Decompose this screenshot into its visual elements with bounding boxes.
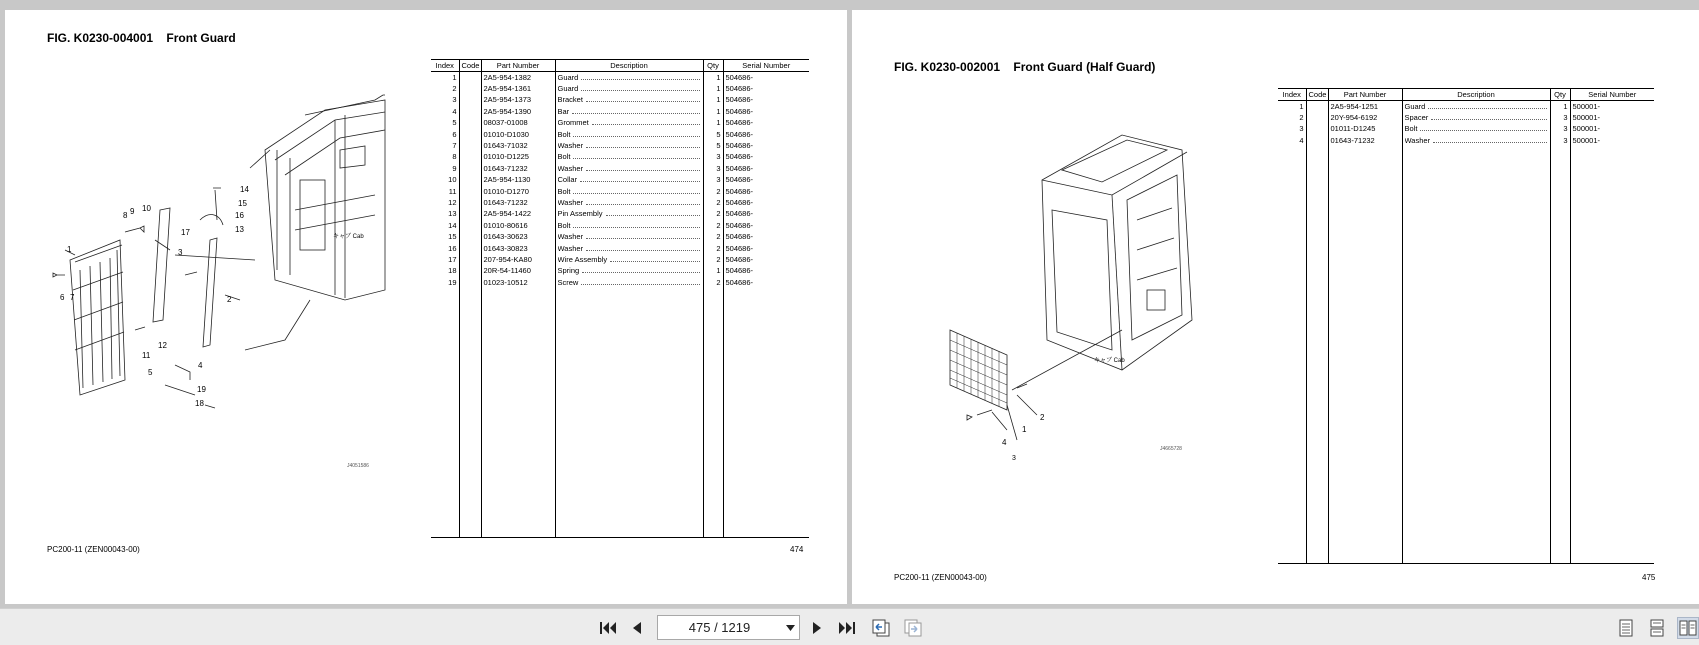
code-cell [1306, 135, 1328, 146]
index-cell: 14 [448, 220, 457, 230]
table-filler-row [1278, 146, 1654, 563]
parts-table [431, 59, 809, 538]
svg-text:15: 15 [238, 199, 247, 208]
index-cell: 11 [448, 186, 457, 196]
serial-number-cell: 504686- [723, 277, 809, 288]
page-title: FIG. K0230-004001 Front Guard [47, 31, 236, 45]
qty-cell: 3 [703, 163, 723, 174]
code-cell [459, 94, 481, 105]
table-row [431, 94, 809, 105]
description-cell [1402, 101, 1550, 112]
description-cell [555, 128, 703, 139]
index-cell: 10 [448, 175, 457, 185]
code-cell [459, 174, 481, 185]
description-text: Spacer [1404, 113, 1429, 123]
code-cell [1306, 123, 1328, 134]
prev-page-icon [630, 620, 644, 636]
back-view-icon [870, 618, 892, 638]
index-cell: 16 [448, 243, 457, 253]
table-row [1278, 101, 1654, 112]
leader-dots [573, 227, 699, 228]
svg-text:17: 17 [181, 228, 190, 237]
two-page-view-button[interactable] [1677, 617, 1699, 639]
part-number-cell: 20R-54-11460 [481, 265, 555, 276]
serial-number-cell: 504686- [723, 163, 809, 174]
qty-cell: 2 [703, 208, 723, 219]
description-text: Guard [557, 84, 579, 94]
svg-text:11: 11 [142, 351, 151, 360]
description-text: Bolt [557, 152, 571, 162]
description-text: Bracket [557, 95, 583, 105]
description-text: Collar [557, 175, 578, 185]
description-cell [1402, 135, 1550, 146]
column-header-description: Description [1402, 89, 1550, 101]
qty-cell: 2 [703, 185, 723, 196]
exploded-diagram [932, 120, 1272, 460]
serial-number-cell: 504686- [723, 220, 809, 231]
empty-cell [1328, 146, 1402, 563]
code-cell [459, 242, 481, 253]
description-text: Spring [557, 266, 580, 276]
qty-cell: 3 [703, 151, 723, 162]
table-row [431, 265, 809, 276]
part-number-cell: 01010-D1270 [481, 185, 555, 196]
code-cell [459, 151, 481, 162]
part-number-cell: 2A5-954-1130 [481, 174, 555, 185]
empty-cell [1570, 146, 1654, 563]
description-text: Guard [1404, 101, 1426, 111]
footer-page-number: 475 [1642, 573, 1656, 582]
description-cell [555, 277, 703, 288]
code-cell [459, 83, 481, 94]
description-cell [555, 208, 703, 219]
index-cell: 1 [1299, 101, 1304, 111]
description-text: Washer [557, 163, 584, 173]
code-cell [459, 72, 481, 83]
description-cell [555, 185, 703, 196]
part-number-cell: 01643-30623 [481, 231, 555, 242]
continuous-view-icon [1649, 619, 1665, 637]
page-number-input[interactable] [657, 615, 800, 640]
exploded-diagram [45, 90, 415, 470]
description-cell [555, 231, 703, 242]
description-text: Grommet [557, 118, 589, 128]
part-number-cell: 2A5-954-1422 [481, 208, 555, 219]
qty-cell: 3 [1550, 123, 1570, 134]
description-cell [1402, 123, 1550, 134]
index-cell: 8 [452, 152, 457, 162]
description-text: Washer [557, 232, 584, 242]
part-number-cell: 01023-10512 [481, 277, 555, 288]
description-text: Bar [557, 106, 570, 116]
leader-dots [586, 250, 699, 251]
table-row [1278, 123, 1654, 134]
serial-number-cell: 504686- [723, 140, 809, 151]
single-page-view-button[interactable] [1615, 617, 1637, 639]
svg-text:16: 16 [235, 211, 244, 220]
leader-dots [1420, 130, 1546, 131]
index-cell: 1 [452, 72, 457, 82]
part-number-cell: 01643-30823 [481, 242, 555, 253]
serial-number-cell: 504686- [723, 94, 809, 105]
svg-text:9: 9 [130, 207, 135, 216]
code-cell [459, 197, 481, 208]
next-page-button[interactable] [806, 617, 828, 639]
empty-cell [703, 288, 723, 538]
table-row [431, 72, 809, 83]
part-number-cell: 2A5-954-1361 [481, 83, 555, 94]
serial-number-cell: 504686- [723, 208, 809, 219]
last-page-button[interactable] [836, 617, 858, 639]
table-row [431, 254, 809, 265]
column-header-code: Code [459, 60, 481, 72]
cab-label: キャブ Cab [1094, 358, 1125, 364]
description-cell [555, 140, 703, 151]
svg-text:1: 1 [67, 245, 72, 254]
column-header-part-number: Part Number [1328, 89, 1402, 101]
empty-cell [459, 288, 481, 538]
column-header-index: Index [1278, 89, 1306, 101]
description-cell [555, 254, 703, 265]
serial-number-cell: 504686- [723, 185, 809, 196]
empty-cell [1306, 146, 1328, 563]
leader-dots [586, 147, 699, 148]
column-header-serial-number: Serial Number [723, 60, 809, 72]
svg-text:19: 19 [197, 385, 206, 394]
description-text: Pin Assembly [557, 209, 603, 219]
svg-text:3: 3 [178, 248, 183, 257]
continuous-view-button[interactable] [1646, 617, 1668, 639]
description-text: Washer [557, 197, 584, 207]
first-page-icon [599, 620, 617, 636]
part-number-cell: 01010-80616 [481, 220, 555, 231]
svg-text:13: 13 [235, 225, 244, 234]
svg-text:18: 18 [195, 399, 204, 408]
code-cell [459, 163, 481, 174]
svg-text:2: 2 [227, 295, 232, 304]
empty-cell [1278, 146, 1306, 563]
table-header-row [1278, 89, 1654, 101]
serial-number-cell: 504686- [723, 128, 809, 139]
description-text: Guard [557, 72, 579, 82]
back-view-button[interactable] [870, 617, 892, 639]
table-row [431, 151, 809, 162]
svg-text:10: 10 [142, 204, 151, 213]
code-cell [459, 220, 481, 231]
description-cell [555, 163, 703, 174]
part-number-cell: 08037-01008 [481, 117, 555, 128]
description-cell [555, 242, 703, 253]
part-number-cell: 20Y-954-6192 [1328, 112, 1402, 123]
leader-dots [586, 170, 699, 171]
index-cell: 3 [1299, 124, 1304, 134]
qty-cell: 2 [703, 277, 723, 288]
description-cell [555, 94, 703, 105]
table-row [1278, 135, 1654, 146]
leader-dots [580, 181, 699, 182]
svg-text:4: 4 [198, 361, 203, 370]
index-cell: 4 [1299, 135, 1304, 145]
description-text: Bolt [1404, 124, 1418, 134]
column-header-code: Code [1306, 89, 1328, 101]
description-text: Wire Assembly [557, 254, 608, 264]
column-header-qty: Qty [703, 60, 723, 72]
part-number-cell: 2A5-954-1251 [1328, 101, 1402, 112]
qty-cell: 1 [703, 83, 723, 94]
qty-cell: 1 [703, 94, 723, 105]
svg-text:2: 2 [1040, 413, 1045, 422]
leader-dots [606, 215, 700, 216]
column-header-index: Index [431, 60, 459, 72]
empty-cell [723, 288, 809, 538]
leader-dots [586, 101, 700, 102]
index-cell: 15 [448, 232, 457, 242]
leader-dots [582, 272, 699, 273]
qty-cell: 5 [703, 140, 723, 151]
description-cell [555, 83, 703, 94]
table-row [431, 220, 809, 231]
table-row [431, 83, 809, 94]
index-cell: 4 [452, 106, 457, 116]
description-text: Screw [557, 277, 579, 287]
description-text: Washer [557, 243, 584, 253]
serial-number-cell: 504686- [723, 83, 809, 94]
description-text: Bolt [557, 186, 571, 196]
table-row [431, 185, 809, 196]
svg-text:12: 12 [158, 341, 167, 350]
leader-dots [1431, 119, 1546, 120]
page-indicator: 475 / 1219 [688, 620, 751, 635]
serial-number-cell: 504686- [723, 174, 809, 185]
table-row [431, 117, 809, 128]
index-cell: 13 [448, 209, 457, 219]
leader-dots [581, 79, 699, 80]
code-cell [1306, 101, 1328, 112]
qty-cell: 1 [703, 117, 723, 128]
column-header-serial-number: Serial Number [1570, 89, 1654, 101]
index-cell: 3 [452, 95, 457, 105]
footer-page-number: 474 [790, 545, 804, 554]
leader-dots [581, 284, 699, 285]
table-row [431, 174, 809, 185]
serial-number-cell: 500001- [1570, 123, 1654, 134]
index-cell: 18 [448, 266, 457, 276]
part-number-cell: 207-954-KA80 [481, 254, 555, 265]
last-page-icon [838, 620, 856, 636]
drawing-code: J4665728 [1160, 446, 1182, 452]
part-number-cell: 2A5-954-1390 [481, 106, 555, 117]
cab-label: キャブ Cab [333, 234, 364, 240]
code-cell [459, 231, 481, 242]
part-number-cell: 01010-D1225 [481, 151, 555, 162]
code-cell [459, 185, 481, 196]
serial-number-cell: 504686- [723, 242, 809, 253]
qty-cell: 5 [703, 128, 723, 139]
index-cell: 5 [452, 118, 457, 128]
svg-text:1: 1 [1022, 425, 1027, 434]
part-number-cell: 2A5-954-1373 [481, 94, 555, 105]
serial-number-cell: 500001- [1570, 135, 1654, 146]
leader-dots [1428, 108, 1546, 109]
table-header-row [431, 60, 809, 72]
description-text: Washer [1404, 135, 1431, 145]
table-row [431, 140, 809, 151]
serial-number-cell: 504686- [723, 106, 809, 117]
leader-dots [573, 136, 699, 137]
index-cell: 9 [452, 163, 457, 173]
serial-number-cell: 504686- [723, 117, 809, 128]
part-number-cell: 01011-D1245 [1328, 123, 1402, 134]
code-cell [459, 128, 481, 139]
svg-text:7: 7 [70, 293, 75, 302]
leader-dots [573, 158, 699, 159]
forward-view-icon [902, 618, 924, 638]
empty-cell [481, 288, 555, 538]
qty-cell: 1 [1550, 101, 1570, 112]
index-cell: 17 [448, 254, 457, 264]
code-cell [459, 208, 481, 219]
footer-model: PC200-11 (ZEN00043-00) [894, 573, 987, 582]
description-cell [555, 117, 703, 128]
code-cell [459, 265, 481, 276]
description-text: Bolt [557, 220, 571, 230]
leader-dots [592, 124, 700, 125]
index-cell: 12 [448, 197, 457, 207]
column-header-part-number: Part Number [481, 60, 555, 72]
index-cell: 19 [448, 277, 457, 287]
description-cell [1402, 112, 1550, 123]
code-cell [459, 254, 481, 265]
description-cell [555, 72, 703, 83]
qty-cell: 1 [703, 72, 723, 83]
table-row [431, 242, 809, 253]
table-row [431, 231, 809, 242]
index-cell: 2 [452, 84, 457, 94]
leader-dots [581, 90, 699, 91]
serial-number-cell: 504686- [723, 72, 809, 83]
column-header-description: Description [555, 60, 703, 72]
leader-dots [1433, 142, 1546, 143]
qty-cell: 2 [703, 220, 723, 231]
qty-cell: 2 [703, 197, 723, 208]
svg-text:4: 4 [1002, 438, 1007, 447]
svg-text:3: 3 [1012, 455, 1016, 460]
page-title: FIG. K0230-002001 Front Guard (Half Guard) [894, 60, 1156, 74]
svg-text:6: 6 [60, 293, 65, 302]
part-number-cell: 01643-71232 [481, 163, 555, 174]
index-cell: 7 [452, 141, 457, 151]
code-cell [1306, 112, 1328, 123]
table-row [431, 128, 809, 139]
code-cell [459, 106, 481, 117]
empty-cell [1550, 146, 1570, 563]
code-cell [459, 140, 481, 151]
next-page-icon [810, 620, 824, 636]
qty-cell: 2 [703, 231, 723, 242]
empty-cell [1402, 146, 1550, 563]
prev-page-button[interactable] [626, 617, 648, 639]
single-page-view-icon [1618, 619, 1634, 637]
drawing-code: J4051586 [347, 463, 369, 469]
table-filler-row [431, 288, 809, 538]
empty-cell [431, 288, 459, 538]
part-number-cell: 01643-71232 [481, 197, 555, 208]
table-row [431, 106, 809, 117]
footer-model: PC200-11 (ZEN00043-00) [47, 545, 140, 554]
description-cell [555, 151, 703, 162]
qty-cell: 1 [703, 265, 723, 276]
svg-text:5: 5 [148, 368, 153, 377]
serial-number-cell: 504686- [723, 197, 809, 208]
parts-table [1278, 88, 1654, 564]
left-page [5, 10, 847, 604]
serial-number-cell: 504686- [723, 151, 809, 162]
code-cell [459, 277, 481, 288]
description-cell [555, 197, 703, 208]
serial-number-cell: 504686- [723, 254, 809, 265]
index-cell: 6 [452, 129, 457, 139]
part-number-cell: 01010-D1030 [481, 128, 555, 139]
qty-cell: 3 [703, 174, 723, 185]
index-cell: 2 [1299, 113, 1304, 123]
svg-text:14: 14 [240, 185, 249, 194]
part-number-cell: 2A5-954-1382 [481, 72, 555, 83]
empty-cell [555, 288, 703, 538]
serial-number-cell: 500001- [1570, 101, 1654, 112]
table-row [431, 197, 809, 208]
serial-number-cell: 504686- [723, 265, 809, 276]
qty-cell: 1 [703, 106, 723, 117]
description-text: Washer [557, 141, 584, 151]
description-cell [555, 106, 703, 117]
svg-text:8: 8 [123, 211, 128, 220]
table-row [431, 277, 809, 288]
table-row [431, 163, 809, 174]
page-dropdown-button[interactable] [781, 625, 799, 631]
chevron-down-icon [786, 625, 795, 631]
leader-dots [572, 113, 699, 114]
leader-dots [573, 193, 699, 194]
leader-dots [586, 204, 699, 205]
table-row [431, 208, 809, 219]
code-cell [459, 117, 481, 128]
description-cell [555, 174, 703, 185]
forward-view-button[interactable] [902, 617, 924, 639]
leader-dots [586, 238, 699, 239]
table-row [1278, 112, 1654, 123]
description-text: Bolt [557, 129, 571, 139]
part-number-cell: 01643-71232 [1328, 135, 1402, 146]
right-page [852, 10, 1699, 604]
serial-number-cell: 504686- [723, 231, 809, 242]
qty-cell: 2 [703, 242, 723, 253]
two-page-view-icon [1679, 619, 1697, 637]
description-cell [555, 220, 703, 231]
column-header-qty: Qty [1550, 89, 1570, 101]
part-number-cell: 01643-71032 [481, 140, 555, 151]
serial-number-cell: 500001- [1570, 112, 1654, 123]
leader-dots [610, 261, 699, 262]
first-page-button[interactable] [597, 617, 619, 639]
qty-cell: 3 [1550, 112, 1570, 123]
description-cell [555, 265, 703, 276]
qty-cell: 2 [703, 254, 723, 265]
qty-cell: 3 [1550, 135, 1570, 146]
viewer-toolbar [0, 608, 1699, 645]
